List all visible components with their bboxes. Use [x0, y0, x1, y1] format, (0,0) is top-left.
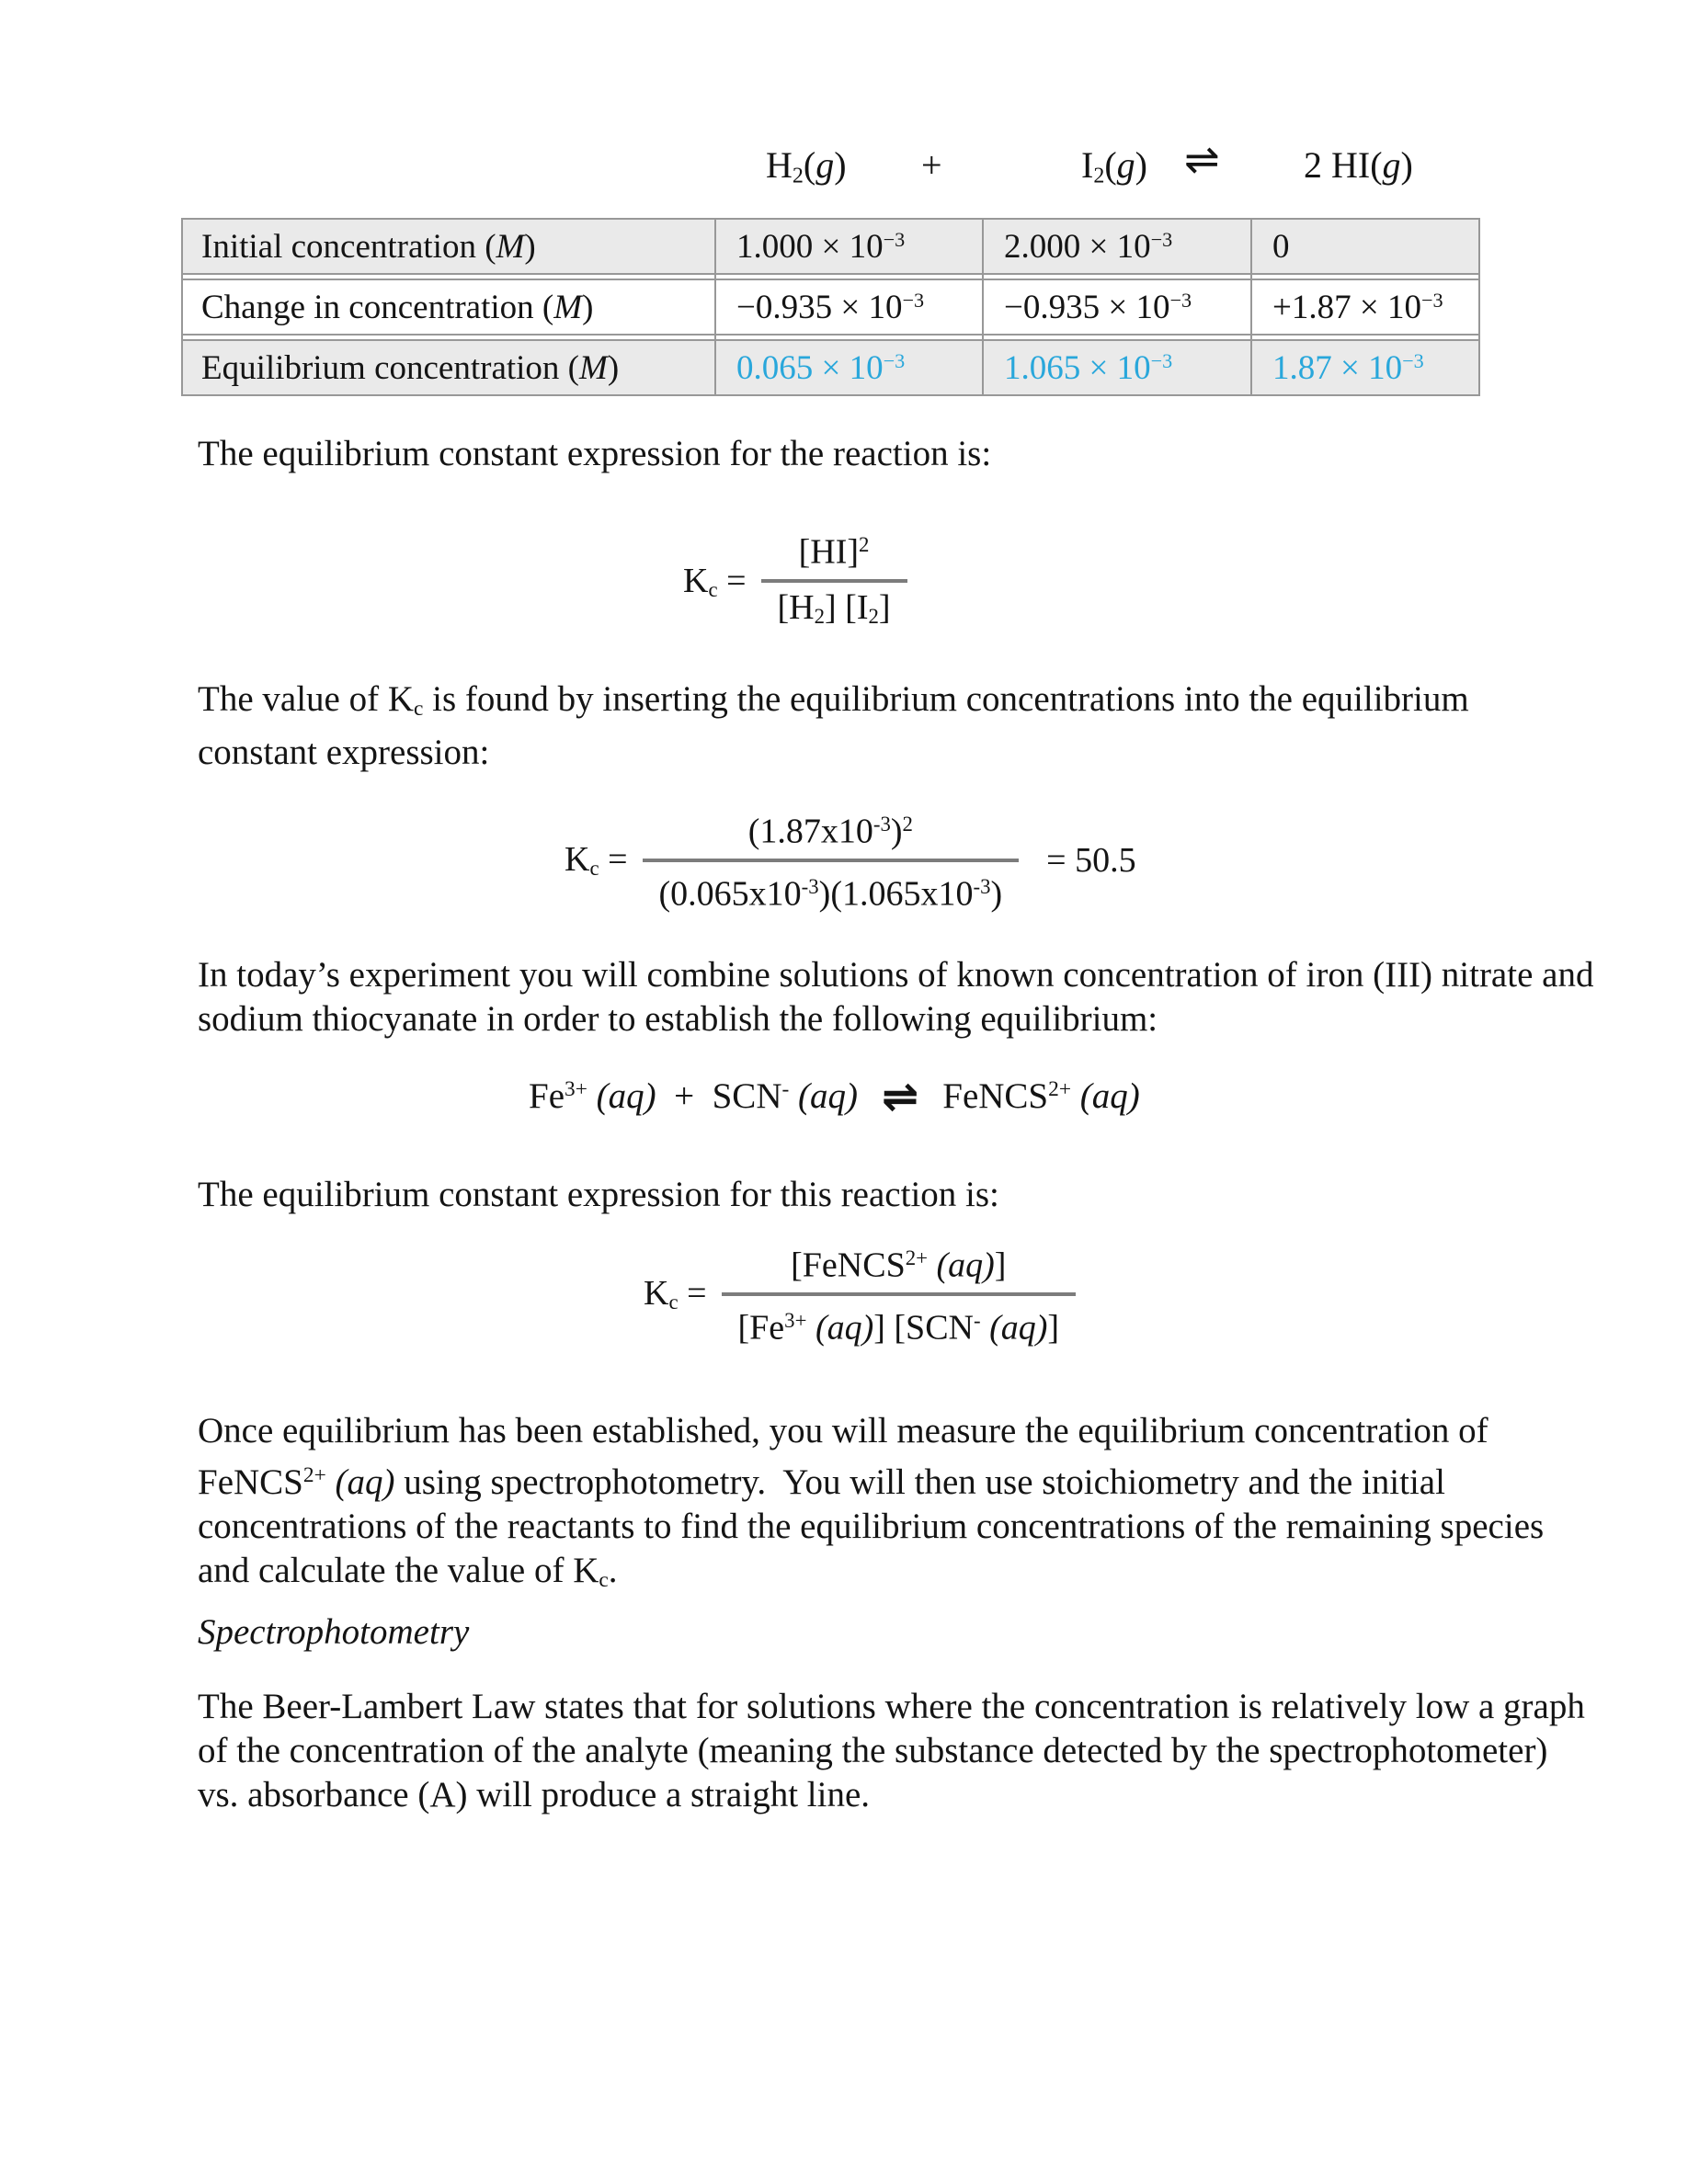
formula-kc-hi [683, 520, 907, 643]
formula-lhs: Kc = [683, 562, 747, 602]
table-column-divider [982, 218, 984, 396]
table-cell: 0 [1272, 227, 1290, 266]
text-line: of the concentration of the analyte (meaning the substance detected by the spectrophotometer) [198, 1731, 1548, 1770]
paragraph-kc-expression-this [198, 1173, 999, 1217]
row-label-equilibrium: Equilibrium concentration (M) [201, 348, 620, 387]
text-line: The value of Kc is found by inserting the equilibrium concentrations into the equilibrium [198, 679, 1469, 722]
text-line: and calculate the value of Kc. [198, 1550, 618, 1592]
text-line: In today’s experiment you will combine solutions of known concentration of iron (III) nitrate and [198, 955, 1594, 995]
table-cell: $1.065 \times 10^{-3}$ [1004, 348, 1173, 387]
fraction-denominator: [$Fe^{3+}$ (aq)] [SCN- (aq)] [737, 1308, 1060, 1348]
table-cell: $1.87 \times 10^{-3}$ [1272, 348, 1424, 387]
reaction-lhs: $Fe^{3+}$ (aq) + SCN- (aq) [529, 1076, 859, 1116]
text-line: The Beer-Lambert Law states that for solutions where the concentration is relatively low a graph [198, 1687, 1585, 1726]
text-line: concentrations of the reactants to find the equilibrium concentrations of the remaining species [198, 1506, 1545, 1546]
paragraph-kc-value-intro [198, 677, 1469, 775]
fraction-numerator: $(1.87x10^{-3})^2$ [747, 812, 913, 851]
text-line: vs. absorbance (A) will produce a straight line. [198, 1775, 871, 1814]
table-column-divider [1250, 218, 1252, 396]
text-line: Once equilibrium has been established, you will measure the equilibrium concentration of [198, 1411, 1488, 1450]
formula-lhs: Kc = [565, 840, 628, 881]
table-cell: $-0.935 \times 10^{-3}$ [736, 288, 925, 326]
product-hi: 2 HI(g) [1304, 144, 1413, 186]
fraction-denominator: [H2] [I2] [777, 587, 891, 628]
paragraph-experiment-intro [198, 953, 1593, 1041]
table-cell: $1.000 \times 10^{-3}$ [736, 227, 906, 266]
table-cell: $-0.935 \times 10^{-3}$ [1004, 288, 1192, 326]
paragraph-kc-expression-intro [198, 432, 991, 476]
equilibrium-arrow-icon: ⇌ [882, 1070, 919, 1122]
fraction [722, 1234, 1077, 1354]
reactant-i2: I2(g) [1081, 144, 1147, 188]
row-label-change: Change in concentration (M) [201, 288, 594, 326]
formula-kc-value [565, 800, 1136, 920]
table-column-divider [714, 218, 716, 396]
text-line: The equilibrium constant expression for this reaction is: [198, 1175, 999, 1214]
text-line: constant expression: [198, 733, 490, 773]
reaction-rhs: FeNCS$^{2+}$ (aq) [942, 1076, 1140, 1116]
table-row-initial [183, 218, 1478, 275]
row-label-initial: Initial concentration (M) [201, 227, 536, 266]
section-heading-spectrophotometry: Spectrophotometry [198, 1612, 470, 1652]
table-cell: $2.000 \times 10^{-3}$ [1004, 227, 1173, 266]
table-row-equilibrium [183, 339, 1478, 396]
fraction [761, 520, 907, 643]
fraction-numerator: [FeNCS$^{2+}$ (aq)] [791, 1246, 1007, 1285]
reaction-equation-fencs [529, 1070, 1140, 1122]
formula-lhs: Kc = [644, 1274, 707, 1314]
table-row-change [183, 279, 1478, 336]
text-line: FeNCS$^{2+}$ (aq) using spectrophotometry. You will then use stoichiometry and the initial [198, 1462, 1445, 1502]
paragraph-measurement [198, 1409, 1544, 1602]
table-cell: $+1.87 \times 10^{-3}$ [1272, 288, 1443, 326]
paragraph-beer-lambert [198, 1685, 1585, 1817]
formula-result: = 50.5 [1046, 840, 1136, 880]
ice-table [181, 218, 1480, 396]
plus-sign: + [921, 144, 942, 186]
text-line: The equilibrium constant expression for the reaction is: [198, 434, 992, 473]
reactant-h2: H2(g) [766, 144, 847, 188]
fraction-denominator: $(0.065x10^{-3})(1.065x10^{-3})$ [658, 874, 1003, 914]
fraction [643, 800, 1020, 920]
formula-kc-fencs [644, 1234, 1076, 1354]
table-cell: $0.065 \times 10^{-3}$ [736, 348, 906, 387]
fraction-numerator: [HI]$^2$ [798, 532, 870, 572]
equilibrium-arrow-icon: ⇌ [1184, 134, 1220, 184]
text-line: sodium thiocyanate in order to establish the following equilibrium: [198, 999, 1158, 1039]
